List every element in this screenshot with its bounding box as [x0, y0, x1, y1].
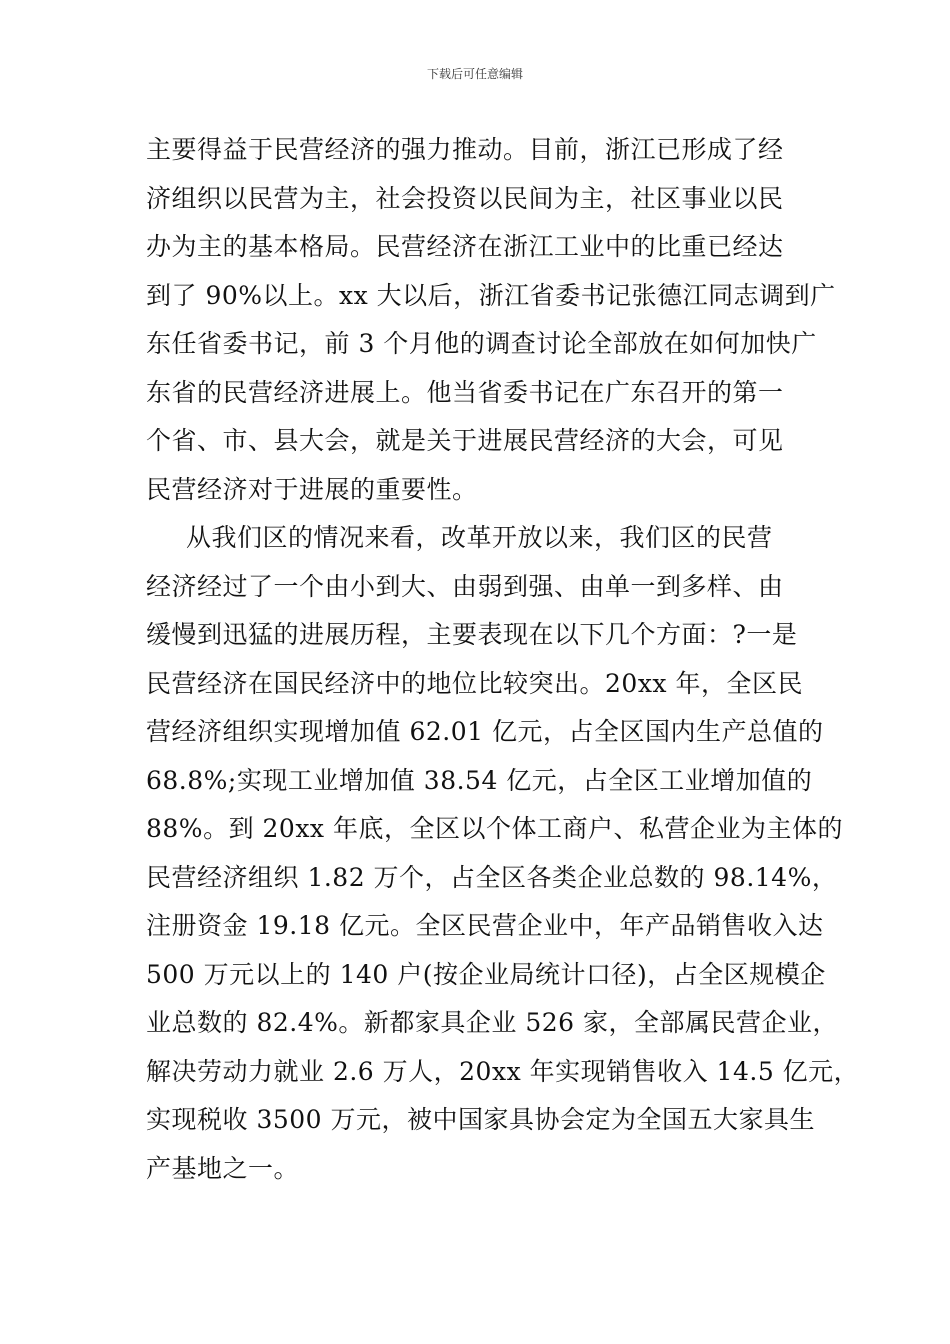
text-line: 缓慢到迅猛的进展历程，主要表现在以下几个方面：?一是 [146, 620, 798, 649]
text-line: 88%。到 20xx 年底，全区以个体工商户、私营企业为主体的 [146, 814, 843, 843]
text-line: 济组织以民营为主，社会投资以民间为主，社区事业以民 [146, 183, 784, 213]
text-line: 经济经过了一个由小到大、由弱到强、由单一到多样、由 [146, 571, 784, 601]
text-line: 营经济组织实现增加值 62.01 亿元，占全区国内生产总值的 [146, 717, 824, 746]
text-line: 办为主的基本格局。民营经济在浙江工业中的比重已经达 [146, 232, 784, 261]
paragraph-1 [146, 126, 836, 514]
text-line: 实现税收 3500 万元，被中国家具协会定为全国五大家具生 [146, 1105, 816, 1134]
text-line: 民营经济组织 1.82 万个，占全区各类企业总数的 98.14%， [146, 862, 838, 892]
text-line: 东任省委书记，前 3 个月他的调查讨论全部放在如何加快广 [146, 329, 817, 358]
text-line: 主要得益于民营经济的强力推动。目前，浙江已形成了经 [146, 135, 784, 164]
text-line: 解决劳动力就业 2.6 万人，20xx 年实现销售收入 14.5 亿元， [146, 1056, 860, 1086]
text-line: 到了 90%以上。xx 大以后，浙江省委书记张德江同志调到广 [146, 280, 836, 310]
text-line: 500 万元以上的 140 户(按企业局统计口径)，占全区规模企 [146, 959, 826, 989]
text-line: 68.8%;实现工业增加值 38.54 亿元，占全区工业增加值的 [146, 765, 813, 795]
text-line: 民营经济对于进展的重要性。 [146, 474, 478, 504]
document-body [146, 126, 860, 1193]
page-header: 下载后可任意编辑 [426, 67, 523, 81]
paragraph-2 [146, 514, 860, 1193]
text-line: 注册资金 19.18 亿元。全区民营企业中，年产品销售收入达 [146, 911, 824, 940]
text-line: 东省的民营经济进展上。他当省委书记在广东召开的第一 [146, 377, 784, 407]
text-line: 业总数的 82.4%。新都家具企业 526 家，全部属民营企业， [146, 1008, 838, 1037]
text-line: 个省、市、县大会，就是关于进展民营经济的大会，可见 [146, 426, 784, 455]
text-line: 产基地之一。 [146, 1153, 300, 1183]
text-line: 民营经济在国民经济中的地位比较突出。20xx 年，全区民 [146, 668, 803, 698]
text-line: 从我们区的情况来看，改革开放以来，我们区的民营 [186, 523, 773, 552]
